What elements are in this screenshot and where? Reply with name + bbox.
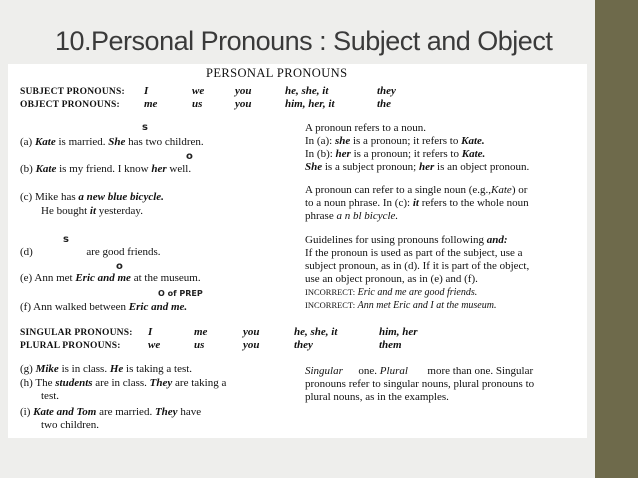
object-pronoun: the [377,98,392,110]
example-f: (f) Ann walked between Eric and me. [20,301,188,313]
plural-pronoun: them [379,339,402,351]
plural-pronoun: us [194,339,205,351]
object-pronoun: him, her, it [285,98,335,110]
textbook-page [8,64,587,438]
plural-pronoun: we [148,339,161,351]
example-e: (e) Ann met Eric and me at the museum. [20,272,201,284]
example-d: (d) are good friends. [20,246,161,258]
handwritten-mark: o [186,151,193,162]
example-g: (g) Mike is in class. He is taking a test. [20,363,193,375]
handwritten-note: O of PREP [158,289,203,298]
page-heading: PERSONAL PRONOUNS [206,66,348,80]
explanation-line: to a noun phrase. In (c): it refers to the whole noun [305,197,529,209]
explanation-line: plural nouns, as in the examples. [305,391,449,403]
explanation-line: phrase a n bl bicycle. [305,210,399,222]
plural-pronouns-label: PLURAL PRONOUNS: [20,341,121,351]
explanation-line: She is a subject pronoun; her is an object pronoun. [305,161,530,173]
slide-title: 10.Personal Pronouns : Subject and Object [55,26,553,56]
explanation-line: A pronoun refers to a noun. [305,122,426,134]
object-pronoun: me [144,98,158,110]
explanation-line: A pronoun can refer to a single noun (e.g.,Kate) or [305,184,528,196]
plural-pronoun: you [243,339,260,351]
example-a: (a) Kate is married. She has two children. [20,136,204,148]
explanation-line: subject pronoun, as in (d). If it is part of the object, [305,260,530,272]
singular-pronoun: he, she, it [294,326,338,338]
incorrect-example: INCORRECT: Eric and me are good friends. [305,287,478,298]
example-b: (b) Kate is my friend. I know her well. [20,163,192,175]
singular-pronoun: him, her [379,326,418,338]
plural-pronoun: they [294,339,313,351]
subject-pronoun: I [144,85,149,97]
subject-pronouns-label: SUBJECT PRONOUNS: [20,87,125,97]
object-pronoun: you [235,98,252,110]
explanation-line: In (a): she is a pronoun; it refers to Kate. [305,135,485,147]
example-h-line2: test. [41,390,60,402]
singular-pronoun: me [194,326,208,338]
handwritten-mark: o [116,261,123,272]
example-c-line2: He bought it yesterday. [41,205,143,217]
explanation-line: If the pronoun is used as part of the subject, use a [305,247,523,259]
explanation-line: In (b): her is a pronoun; it refers to Kate. [305,148,486,160]
example-i-line2: two children. [41,419,100,431]
explanation-line: Guidelines for using pronouns following and: [305,234,508,246]
example-c: (c) Mike has a new blue bicycle. [20,191,164,203]
decorative-side-bar [595,0,638,478]
explanation-line: Singular one. Plural more than one. Singular [305,365,534,377]
subject-pronoun: they [377,85,396,97]
subject-pronoun: he, she, it [285,85,329,97]
handwritten-mark: s [63,234,69,245]
subject-pronoun: you [235,85,252,97]
explanation-line: use an object pronoun, as in (e) and (f). [305,273,478,285]
example-i: (i) Kate and Tom are married. They have [20,406,202,418]
singular-pronoun: you [243,326,260,338]
singular-pronouns-label: SINGULAR PRONOUNS: [20,328,133,338]
example-h: (h) The students are in class. They are taking a [20,377,227,389]
singular-pronoun: I [148,326,153,338]
object-pronouns-label: OBJECT PRONOUNS: [20,100,120,110]
incorrect-example: INCORRECT: Ann met Eric and I at the museum. [305,300,497,311]
object-pronoun: us [192,98,203,110]
explanation-line: pronouns refer to singular nouns, plural pronouns to [305,378,535,390]
subject-pronoun: we [192,85,205,97]
handwritten-mark: s [142,122,148,133]
